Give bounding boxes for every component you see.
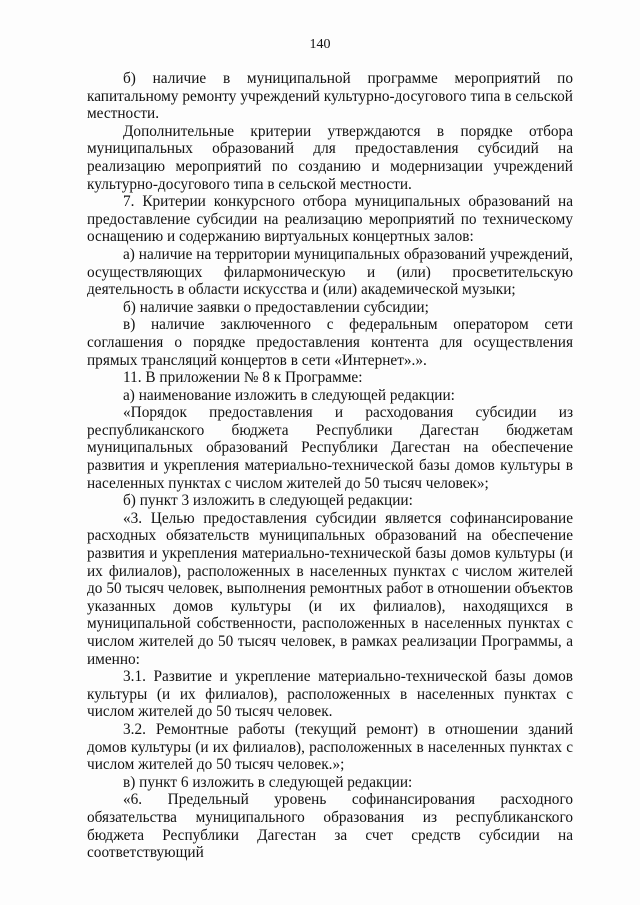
paragraph-subitem-a-name: а) наименование изложить в следующей редакции: bbox=[123, 386, 455, 404]
paragraph-procedure-title: «Порядок предоставления и расходования субсидии из республиканского бюджета Республики Дагестан бюджетам муниципальных образований Республики Дагестан на обеспечение развития и укрепления материально-технической базы домов культуры в населенных пунктах с числом жителей до 50 тысяч человек»; bbox=[87, 404, 573, 492]
paragraph-item-7-criteria: 7. Критерии конкурсного отбора муниципальных образований на предоставление субсидии на реализацию мероприятий по техническому оснащению и содержанию виртуальных концертных залов: bbox=[87, 193, 573, 246]
paragraph-point-3-purpose: «3. Целью предоставления субсидии является софинансирование расходных обязательств муниципальных образований на обеспечение развития и укрепления материально-технической базы домов культуры (и их филиалов), расположенных в населенных пунктах с числом жителей до 50 тысяч человек, выполнения ремонтных работ в отношении объектов указанных домов культуры (и их филиалов), находящихся в муниципальной собственности, расположенных в населенных пунктах с числом жителей до 50 тысяч человек, в рамках реализации Программы, а именно: bbox=[87, 509, 573, 668]
paragraph-subitem-v-point-6: в) пункт 6 изложить в следующей редакции: bbox=[123, 773, 413, 791]
paragraph-criterion-b-capital-repair: б) наличие в муниципальной программе мероприятий по капитальному ремонту учреждений культурно-досугового типа в сельской местности. bbox=[87, 70, 573, 123]
paragraph-point-3-1: 3.1. Развитие и укрепление материально-технической базы домов культуры (и их филиалов), расположенных в населенных пунктах с числом жителей до 50 тысяч человек. bbox=[87, 668, 573, 721]
paragraph-point-6-cofinancing: «6. Предельный уровень софинансирования расходного обязательства муниципального образования из республиканского бюджета Республики Дагестан за счет средств субсидии на соответствующий bbox=[87, 791, 573, 862]
paragraph-criterion-a-philharmonic: а) наличие на территории муниципальных образований учреждений, осуществляющих филармоническую и (или) просветительскую деятельность в области искусства и (или) академической музыки; bbox=[87, 245, 573, 299]
paragraph-item-11: 11. В приложении № 8 к Программе: bbox=[123, 369, 363, 387]
paragraph-additional-criteria: Дополнительные критерии утверждаются в порядке отбора муниципальных образований для предоставления субсидий на реализацию мероприятий по созданию и модернизации учреждений культурно-досугового типа в сельской местности. bbox=[87, 122, 573, 193]
paragraph-criterion-b-application: б) наличие заявки о предоставлении субсидии; bbox=[123, 298, 429, 316]
paragraph-subitem-b-point-3: б) пункт 3 изложить в следующей редакции: bbox=[123, 492, 413, 510]
document-body bbox=[87, 70, 573, 862]
page-number: 140 bbox=[309, 37, 331, 52]
paragraph-criterion-v-agreement: в) наличие заключенного с федеральным оператором сети соглашения о порядке предоставления контента для осуществления прямых трансляций концертов в сети «Интернет».». bbox=[87, 316, 573, 369]
paragraph-point-3-2: 3.2. Ремонтные работы (текущий ремонт) в отношении зданий домов культуры (и их филиалов), расположенных в населенных пунктах с числом жителей до 50 тысяч человек.»; bbox=[87, 720, 573, 774]
